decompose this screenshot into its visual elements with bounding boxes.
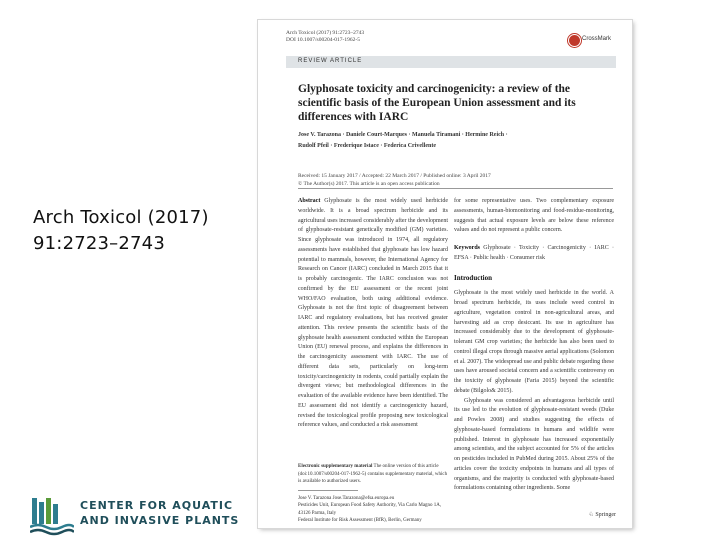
esm-label: Electronic supplementary material	[298, 464, 373, 469]
footnotes	[298, 463, 448, 525]
crossmark-label: CrossMark	[582, 36, 612, 42]
citation-line-2: 91:2723–2743	[33, 233, 165, 254]
footnote-divider	[298, 490, 358, 491]
crossmark-badge[interactable]	[568, 34, 614, 46]
logo-text	[80, 498, 239, 528]
abstract-text: Glyphosate is the most widely used herbicide worldwide. It is a broad spectrum herbicide and its agricultural uses increased considerably after the development of glyphosate-resistant genetically modified (GM) varieties. Since glyphosate was introduced in 1974, all regulatory assessments have established that glyphosate has low hazard potential to mammals, however, the International Agency for Research on Cancer (IARC) concluded in March 2015 that it is probably carcinogenic. The IARC conclusion was not confirmed by the EU assessment or the recent joint WHO/FAO evaluation, both using additional evidence. Glyphosate is not the first topic of disagreement between IARC and regulatory evaluations, but has received greater attention. This review presents the scientific basis of the glyphosate health assessment conducted within the European Union (EU) renewal process, and explains the differences in the carcinogenicity assessment with IARC. The use of different data sets, particularly on long-term toxicity/carcinogenicity in rodents, could partially explain the divergent views; but methodological differences in the evaluation of the available evidence have been identified. The EU assessment did not identify a carcinogenicity hazard, revised the toxicological profile proposing new toxicological reference values, and conducted a risk assessment	[298, 198, 449, 429]
article-type-label: REVIEW ARTICLE	[298, 58, 363, 64]
paper-title: Glyphosate toxicity and carcinogenicity: a review of the scientific basis of the European Union assessment and its differences with IARC	[298, 83, 576, 123]
introduction-text: Glyphosate is the most widely used herbicide in the world. A broad spectrum herbicide, its uses include weed control in agriculture, vegetation control in non-agricultural areas, and harvesting aid as crop desiccant. Its use in agriculture has increased considerably due to the development of glyphosate-tolerant GM crop varieties; the herbicide has also been used to control illegal crops through massive aerial applications (Solomon et al. 2007). The widespread use and public debate regarding these uses have aroused societal concern and a scientific controversy on the toxicity of glyphosate (Faria 2015) beyond the scientific debate (Bilgolo& 2015).	[454, 290, 614, 394]
introduction-heading: Introduction	[454, 273, 492, 282]
publisher-logo	[588, 511, 616, 518]
citation-line-1: Arch Toxicol (2017)	[33, 207, 209, 228]
article-type-band	[286, 56, 616, 68]
journal-citation: Arch Toxicol (2017) 91:2723–2743	[286, 30, 365, 36]
keywords	[454, 244, 614, 264]
journal-header	[286, 30, 364, 44]
paper-screenshot	[258, 20, 632, 528]
publisher-name: Springer	[595, 512, 616, 518]
citation-text	[33, 205, 248, 257]
springer-icon: ♘	[588, 512, 594, 518]
logo-line-1: CENTER FOR AQUATIC	[80, 499, 234, 512]
footnote-1: Jose V. Tarazona Jose.Tarazona@efsa.europa.eu	[298, 495, 395, 501]
esm-note	[298, 463, 448, 486]
footnote-3: Federal Institute for Risk Assessment (BfR), Berlin, Germany	[298, 518, 422, 523]
paper-authors	[298, 130, 598, 152]
journal-doi: DOI 10.1007/s00204-017-1962-5	[286, 37, 360, 43]
introduction-text-2: Glyphosate was considered an advantageous herbicide until its use led to the evolution of glyphosate-resistant weeds (Duke and Powles 2008) and studies suggesting the effects of glyphosate-based formulations in humans and wildlife were published. Interest in glyphosate has increased exponentially among scientists, and the subject accounted for 5% of the articles on pesticides included in PubMed during 2015. About 25% of the articles cover the toxicity endpoints in humans and all types of organisms, and the majority is conducted with glyphosate-based formulations containing other ingredients. Some	[454, 397, 614, 492]
crossmark-icon	[568, 34, 581, 47]
abstract-continued: for some representative uses. Two complementary exposure assessments, human-biomonitoring and food-residue-monitoring, suggests that actual exposure levels are below these reference values and do not represent a public concern.	[454, 198, 614, 234]
aquatic-plants-logo-icon	[30, 496, 74, 536]
received-line-2: © The Author(s) 2017. This article is an open access publication	[298, 181, 440, 187]
authors-line-1: Jose V. Tarazona · Daniele Court-Marques · Manuela Tiramani · Hermine Reich ·	[298, 132, 508, 138]
center-logo	[30, 496, 255, 536]
authors-line-2: Rudolf Pfeil · Frederique Istace · Federica Crivellente	[298, 143, 437, 149]
footnote-2: Pesticides Unit, European Food Safety Authority, Via Carlo Magno 1A, 43126 Parma, Italy	[298, 503, 442, 516]
received-line-1: Received: 15 January 2017 / Accepted: 22 March 2017 / Published online: 3 April 2017	[298, 173, 491, 179]
abstract-column	[298, 197, 448, 431]
esm-text: The online version of this article (doi:10.1007/s00204-017-1962-5) contains supplementary material, which is available to authorized users.	[298, 464, 448, 484]
abstract-label: Abstract	[298, 198, 321, 204]
keywords-label: Keywords	[454, 245, 480, 251]
header-divider	[298, 188, 613, 189]
right-column	[454, 197, 614, 494]
keywords-text: Glyphosate · Toxicity · Carcinogenicity · IARC · EFSA · Public health · Consumer risk	[454, 245, 614, 261]
received-dates	[298, 172, 618, 188]
logo-line-2: AND INVASIVE PLANTS	[80, 514, 240, 527]
